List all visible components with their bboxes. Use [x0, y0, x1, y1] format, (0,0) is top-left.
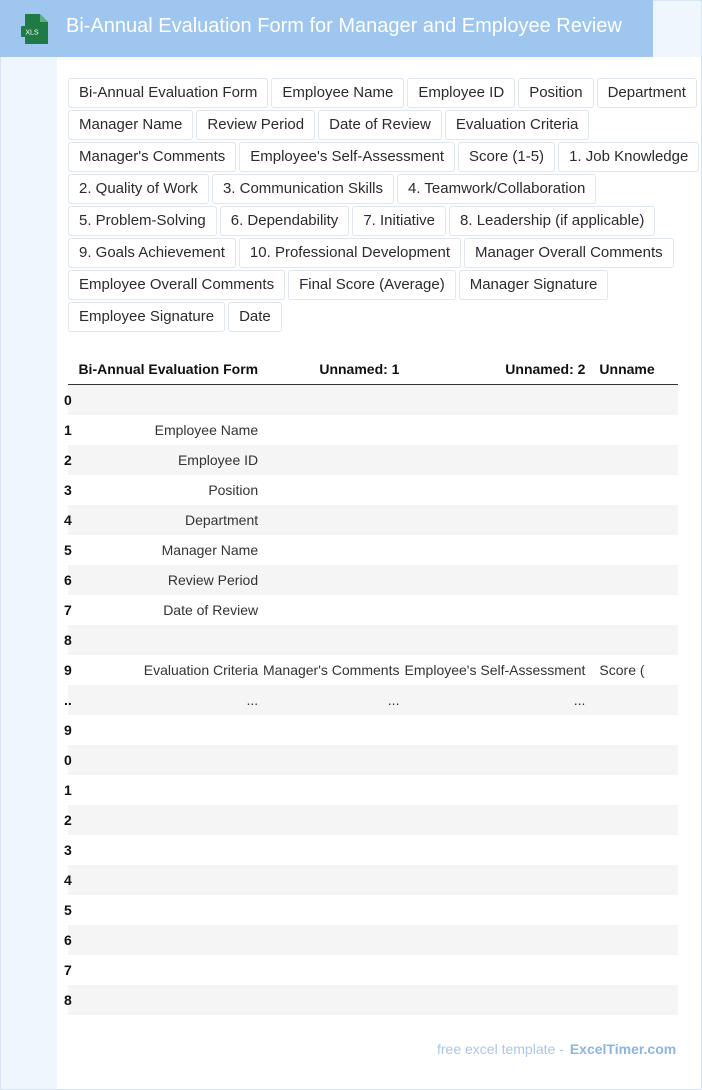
table-cell — [585, 595, 678, 625]
table-cell — [399, 625, 585, 655]
table-cell — [585, 475, 678, 505]
column-tag: 1. Job Knowledge — [558, 142, 699, 172]
table-cell — [585, 685, 678, 715]
table-cell — [258, 625, 399, 655]
column-tag: 4. Teamwork/Collaboration — [397, 174, 596, 204]
table-cell — [72, 625, 258, 655]
row-index-label: 6 — [64, 932, 72, 948]
table-row — [68, 805, 678, 835]
row-index-label: 7 — [64, 602, 72, 618]
table-cell — [585, 565, 678, 595]
column-tag: Bi-Annual Evaluation Form — [68, 78, 268, 108]
table-cell — [399, 865, 585, 895]
column-tag: Final Score (Average) — [288, 270, 456, 300]
table-cell — [399, 925, 585, 955]
table-cell — [399, 505, 585, 535]
column-tag: Score (1-5) — [458, 142, 555, 172]
table-cell — [258, 535, 399, 565]
column-tag: Date of Review — [318, 110, 442, 140]
column-tag: Employee Name — [271, 78, 404, 108]
table-cell — [399, 895, 585, 925]
row-index-label: 2 — [64, 452, 72, 468]
table-cell — [72, 745, 258, 775]
table-cell — [258, 805, 399, 835]
table-row — [68, 925, 678, 955]
table-row — [68, 985, 678, 1015]
table-cell — [258, 415, 399, 445]
table-cell — [399, 745, 585, 775]
column-tag: Employee Overall Comments — [68, 270, 285, 300]
table-row — [68, 475, 678, 505]
table-row — [68, 655, 678, 685]
table-cell — [399, 415, 585, 445]
spreadsheet-preview — [64, 354, 678, 1015]
xls-icon-label: XLS — [25, 29, 39, 37]
table-row — [68, 775, 678, 805]
table-cell — [399, 445, 585, 475]
column-tag: 6. Dependability — [220, 206, 350, 236]
column-tag: Employee ID — [407, 78, 515, 108]
table-cell — [585, 865, 678, 895]
row-index-label: .. — [64, 692, 72, 708]
row-index-label: 4 — [64, 872, 72, 888]
table-cell: Manager Name — [161, 542, 259, 558]
column-tag: Evaluation Criteria — [445, 110, 590, 140]
table-cell — [258, 925, 399, 955]
column-header: Unnamed: 2 — [399, 354, 585, 385]
table-cell — [258, 775, 399, 805]
table-cell: ... — [258, 685, 399, 715]
sheet-header-row — [68, 354, 678, 385]
table-cell — [399, 475, 585, 505]
table-cell — [258, 745, 399, 775]
column-tag: Employee Signature — [68, 302, 225, 332]
footer-credit — [437, 1041, 676, 1057]
table-cell — [258, 445, 399, 475]
table-cell: Employee's Self-Assessment — [404, 662, 586, 678]
table-row — [68, 565, 678, 595]
table-cell — [72, 715, 258, 745]
table-cell — [72, 835, 258, 865]
table-cell — [399, 985, 585, 1015]
table-cell — [585, 805, 678, 835]
row-index-label: 6 — [64, 572, 72, 588]
table-cell — [399, 715, 585, 745]
table-cell — [258, 715, 399, 745]
row-index-label: 0 — [64, 752, 72, 768]
table-cell: Date of Review — [163, 602, 259, 618]
table-cell — [585, 505, 678, 535]
row-index-label: 3 — [64, 842, 72, 858]
column-tag: 7. Initiative — [352, 206, 446, 236]
footer-text: free excel template - — [437, 1041, 564, 1057]
table-cell — [585, 835, 678, 865]
row-index-label: 1 — [64, 422, 72, 438]
table-cell — [585, 925, 678, 955]
column-tag: 9. Goals Achievement — [68, 238, 236, 268]
table-cell — [399, 805, 585, 835]
table-cell — [399, 385, 585, 416]
table-row — [68, 505, 678, 535]
table-cell — [258, 595, 399, 625]
table-cell — [258, 385, 399, 416]
table-cell — [72, 985, 258, 1015]
row-index-label: 0 — [64, 392, 72, 408]
table-cell: Employee Name — [154, 422, 259, 438]
table-cell — [72, 805, 258, 835]
table-row — [68, 415, 678, 445]
column-tag: Manager Name — [68, 110, 193, 140]
column-header: Unname — [585, 354, 678, 385]
table-row — [68, 445, 678, 475]
table-cell: Manager's Comments — [262, 662, 400, 678]
table-cell — [585, 745, 678, 775]
table-cell — [72, 865, 258, 895]
table-row — [68, 955, 678, 985]
xls-file-icon — [21, 14, 48, 44]
row-index-label: 2 — [64, 812, 72, 828]
column-tag: 10. Professional Development — [239, 238, 461, 268]
table-cell — [258, 505, 399, 535]
row-index-label: 3 — [64, 482, 72, 498]
column-tag: 5. Problem-Solving — [68, 206, 217, 236]
column-tag: Date — [228, 302, 282, 332]
table-cell — [258, 985, 399, 1015]
table-cell: Evaluation Criteria — [143, 662, 259, 678]
table-cell: ... — [399, 685, 585, 715]
table-cell — [258, 835, 399, 865]
table-cell — [399, 775, 585, 805]
table-cell: Review Period — [72, 565, 258, 595]
table-cell — [72, 925, 258, 955]
table-cell — [399, 535, 585, 565]
row-index-label: 1 — [64, 782, 72, 798]
table-cell: Employee ID — [72, 445, 258, 475]
table-row — [68, 835, 678, 865]
table-cell — [585, 535, 678, 565]
table-row — [68, 385, 678, 416]
column-tag: Department — [597, 78, 697, 108]
column-header: Unnamed: 1 — [258, 354, 399, 385]
table-cell — [72, 775, 258, 805]
column-header: Bi-Annual Evaluation Form — [72, 354, 258, 385]
table-row — [68, 745, 678, 775]
column-tag: 2. Quality of Work — [68, 174, 209, 204]
table-row — [68, 865, 678, 895]
table-cell — [399, 565, 585, 595]
table-cell — [399, 595, 585, 625]
table-cell — [585, 445, 678, 475]
table-cell — [585, 955, 678, 985]
row-index-label: 7 — [64, 962, 72, 978]
page-header — [0, 0, 653, 57]
table-cell — [399, 835, 585, 865]
table-cell — [585, 625, 678, 655]
table-cell — [585, 715, 678, 745]
column-tag: Position — [518, 78, 593, 108]
table-cell — [258, 895, 399, 925]
table-row — [68, 535, 678, 565]
row-index-label: 8 — [64, 992, 72, 1008]
table-cell — [258, 565, 399, 595]
column-tag-list — [68, 78, 700, 332]
table-cell — [585, 415, 678, 445]
table-cell — [585, 985, 678, 1015]
column-tag: Review Period — [196, 110, 315, 140]
table-cell — [399, 955, 585, 985]
table-row — [68, 595, 678, 625]
table-cell — [72, 895, 258, 925]
table-row — [68, 715, 678, 745]
column-tag: Manager Overall Comments — [464, 238, 674, 268]
column-tag: 3. Communication Skills — [212, 174, 394, 204]
column-tag: Employee's Self-Assessment — [239, 142, 455, 172]
column-tag: Manager's Comments — [68, 142, 236, 172]
column-tag: Manager Signature — [459, 270, 609, 300]
row-index-label: 5 — [64, 902, 72, 918]
table-cell — [72, 955, 258, 985]
table-cell — [258, 475, 399, 505]
row-index-label: 8 — [64, 632, 72, 648]
table-cell — [72, 385, 258, 416]
table-row — [68, 685, 678, 715]
footer-brand-link[interactable]: ExcelTimer.com — [569, 1041, 677, 1057]
table-cell: Department — [72, 505, 258, 535]
table-cell — [585, 895, 678, 925]
table-cell — [585, 775, 678, 805]
table-row — [68, 625, 678, 655]
row-index-label: 4 — [64, 512, 72, 528]
table-cell — [258, 865, 399, 895]
page-title: Bi-Annual Evaluation Form for Manager and Employee Review — [66, 15, 622, 37]
row-index-label: 9 — [64, 722, 72, 738]
table-cell: Position — [208, 482, 259, 498]
table-cell — [258, 955, 399, 985]
row-index-label: 9 — [64, 662, 72, 678]
table-row — [68, 895, 678, 925]
table-cell: Score ( — [599, 662, 645, 678]
table-cell: ... — [72, 685, 258, 715]
table-cell — [585, 385, 678, 416]
row-index-label: 5 — [64, 542, 72, 558]
column-tag: 8. Leadership (if applicable) — [449, 206, 655, 236]
sheet-table — [64, 354, 678, 1015]
